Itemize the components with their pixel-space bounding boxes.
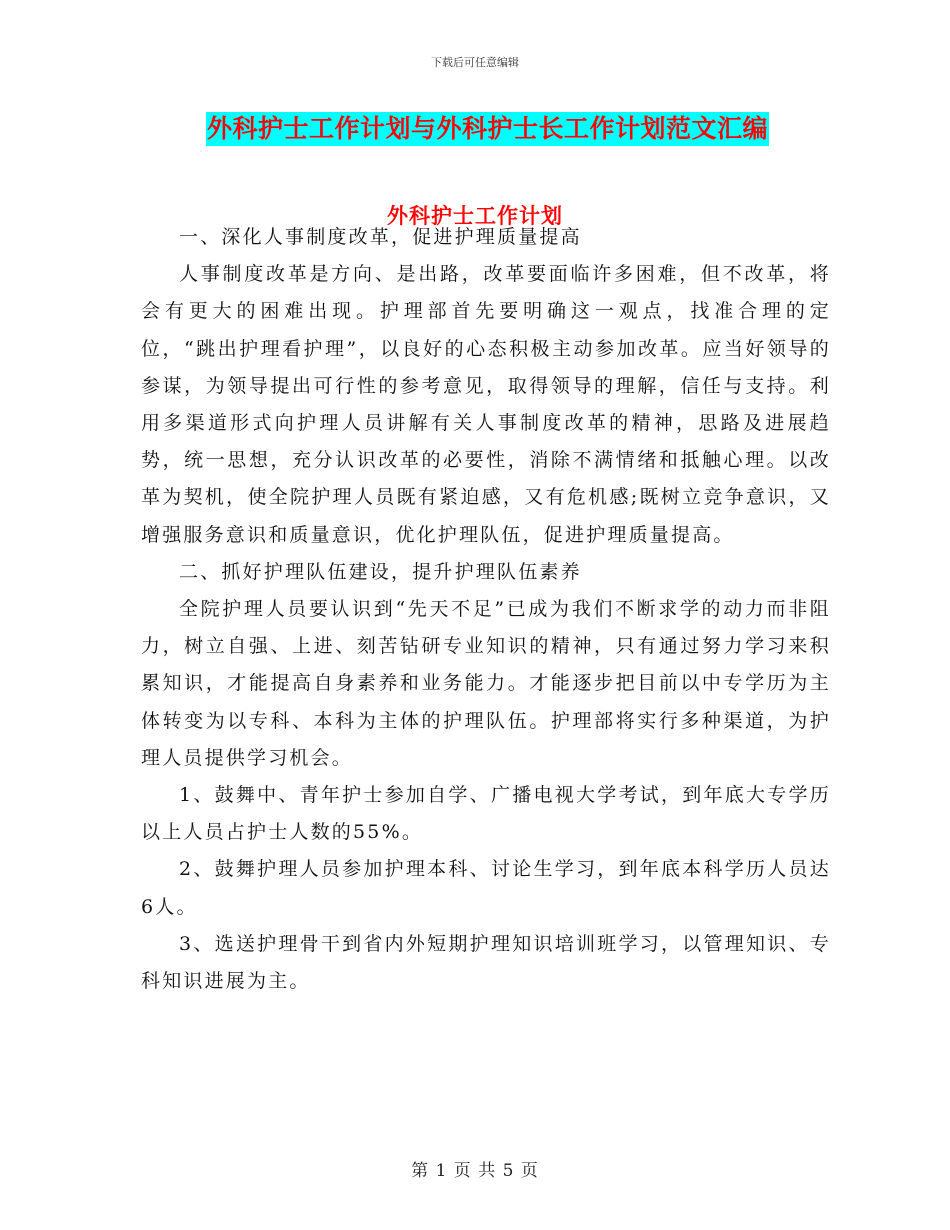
list-item: 1、鼓舞中、青年护士参加自学、广播电视大学考试，到年底大专学历以上人员占护士人数的55%。 bbox=[141, 784, 831, 844]
paragraph: 人事制度改革是方向、是出路，改革要面临许多困难，但不改革，将会有更大的困难出现。护理部首先要明确这一观点，找准合理的定位，“跳出护理看护理”，以良好的心态积极主动参加改革。应当好领导的参谋，为领导提出可行性的参考意见，取得领导的理解，信任与支持。利用多渠道形式向护理人员讲解有关人事制度改革的精神，思路及进展趋势，统一思想，充分认识改革的必要性，消除不满情绪和抵触心理。以改革为契机，使全院护理人员既有紧迫感，又有危机感;既树立竞争意识，又增强服务意识和质量意识，优化护理队伍，促进护理质量提高。 bbox=[141, 263, 831, 546]
page-footer: 第 1 页 共 5 页 bbox=[411, 1161, 539, 1181]
heading-1: 一、深化人事制度改革，促进护理质量提高 bbox=[179, 226, 582, 248]
heading-2: 二、抓好护理队伍建设，提升护理队伍素养 bbox=[179, 560, 582, 583]
list-item: 2、鼓舞护理人员参加护理本科、讨论生学习，到年底本科学历人员达6人。 bbox=[141, 858, 831, 918]
section-title: 外科护士工作计划 bbox=[387, 204, 563, 228]
document-body bbox=[141, 219, 831, 1000]
list-item: 3、选送护理骨干到省内外短期护理知识培训班学习，以管理知识、专科知识进展为主。 bbox=[141, 932, 831, 993]
paragraph: 全院护理人员要认识到“先天不足”已成为我们不断求学的动力而非阻力，树立自强、上进、刻苦钻研专业知识的精神，只有通过努力学习来积累知识，才能提高自身素养和业务能力。才能逐步把目前以中专学历为主体转变为以专科、本科为主体的护理队伍。护理部将实行多种渠道，为护理人员提供学习机会。 bbox=[141, 598, 831, 769]
document-title: 外科护士工作计划与外科护士长工作计划范文汇编 bbox=[206, 112, 769, 146]
header-note: 下载后可任意编辑 bbox=[431, 56, 519, 69]
